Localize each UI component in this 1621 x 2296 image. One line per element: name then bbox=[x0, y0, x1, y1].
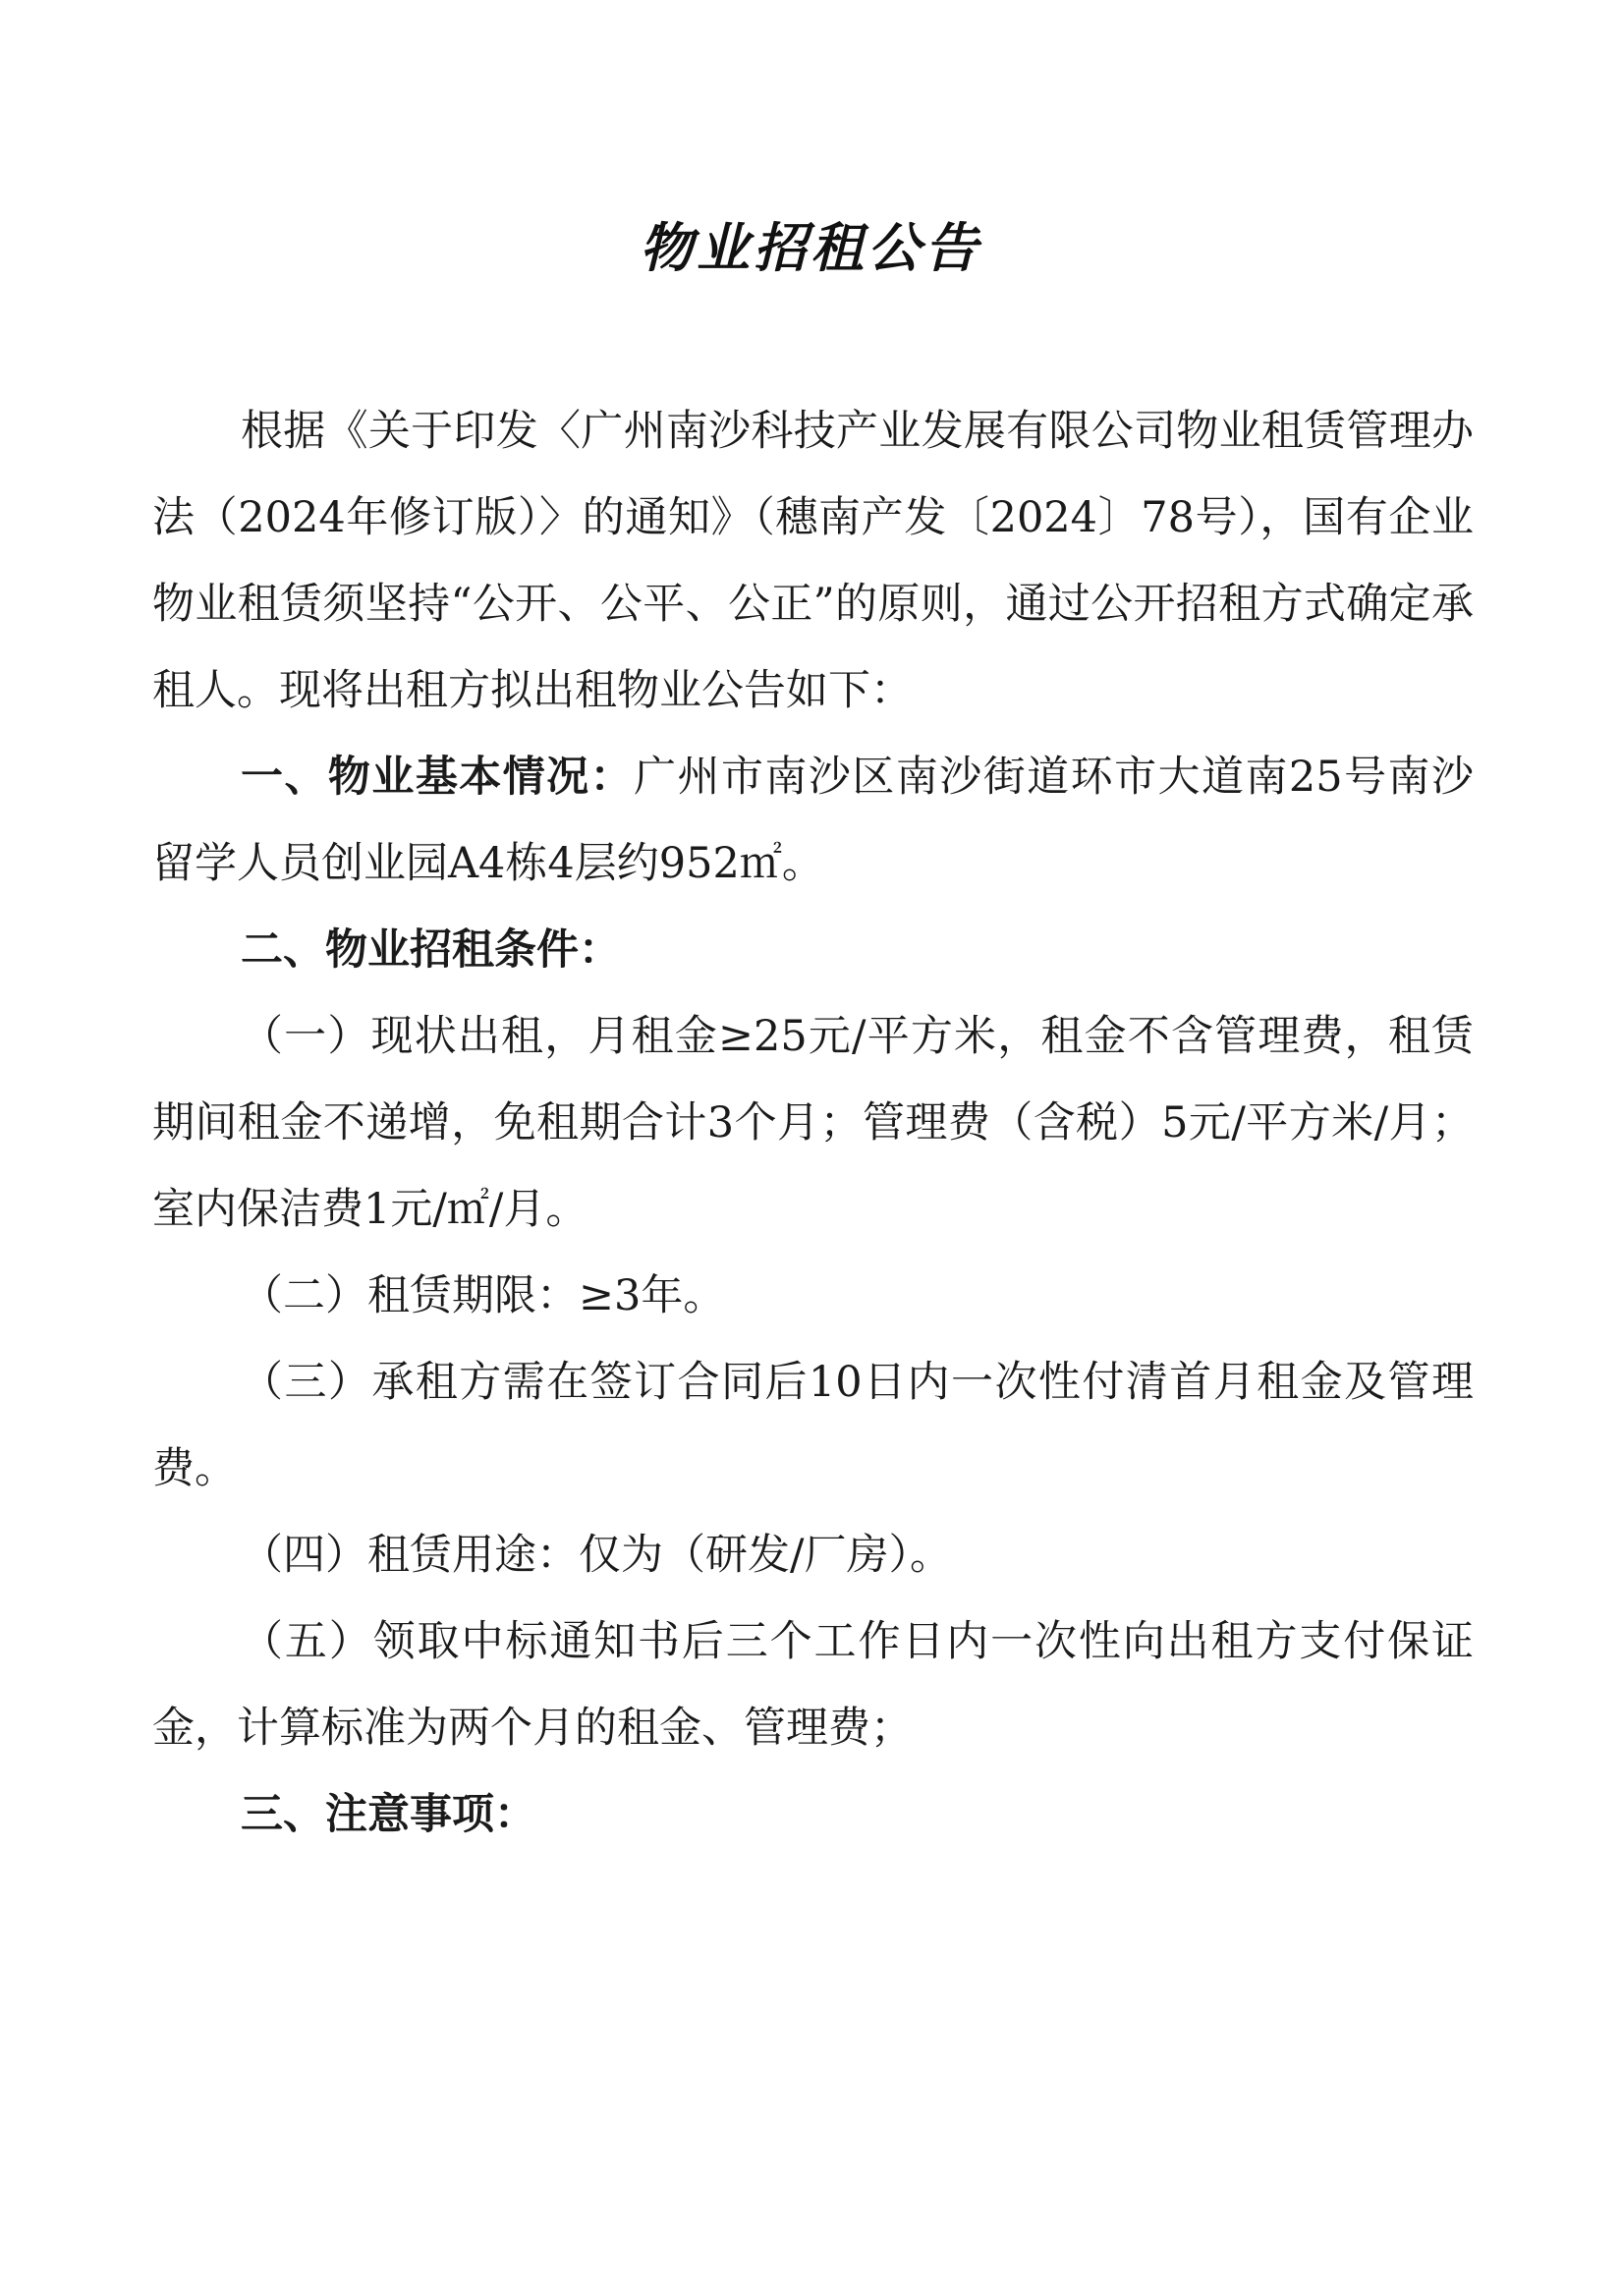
section-1-heading: 一、物业基本情况： bbox=[241, 753, 635, 802]
section-2-item-2: （二）租赁期限：≥3年。 bbox=[241, 1271, 726, 1320]
section-2-heading: 二、物业招租条件： bbox=[241, 925, 621, 975]
document-title: 物业招租公告 bbox=[640, 216, 981, 279]
section-1-paragraph bbox=[152, 734, 1474, 907]
section-2-item-5: （五）领取中标通知书后三个工作日内一次性向出租方支付保证金，计算标准为两个月的租金、管理费； bbox=[152, 1617, 1474, 1753]
document-body bbox=[152, 388, 1474, 1858]
section-2-item-4: （四）租赁用途：仅为（研发/厂房）。 bbox=[241, 1531, 952, 1580]
section-2-item-3: （三）承租方需在签订合同后10日内一次性付清首月租金及管理费。 bbox=[152, 1358, 1474, 1493]
section-3-heading: 三、注意事项： bbox=[241, 1790, 536, 1839]
section-1-text: 广州市南沙区南沙街道环市大道南25号南沙留学人员创业园A4栋4层约952㎡。 bbox=[152, 753, 1474, 888]
section-2-item-1: （一）现状出租，月租金≥25元/平方米，租金不含管理费，租赁期间租金不递增，免租期合计3个月；管理费（含税）5元/平方米/月；室内保洁费1元/㎡/月。 bbox=[152, 1012, 1474, 1234]
intro-paragraph: 根据《关于印发〈广州南沙科技产业发展有限公司物业租赁管理办法（2024年修订版）〉的通知》（穗南产发〔2024〕78号），国有企业物业租赁须坚持“公开、公平、公正”的原则，通过公开招租方式确定承租人。现将出租方拟出租物业公告如下： bbox=[152, 407, 1474, 715]
